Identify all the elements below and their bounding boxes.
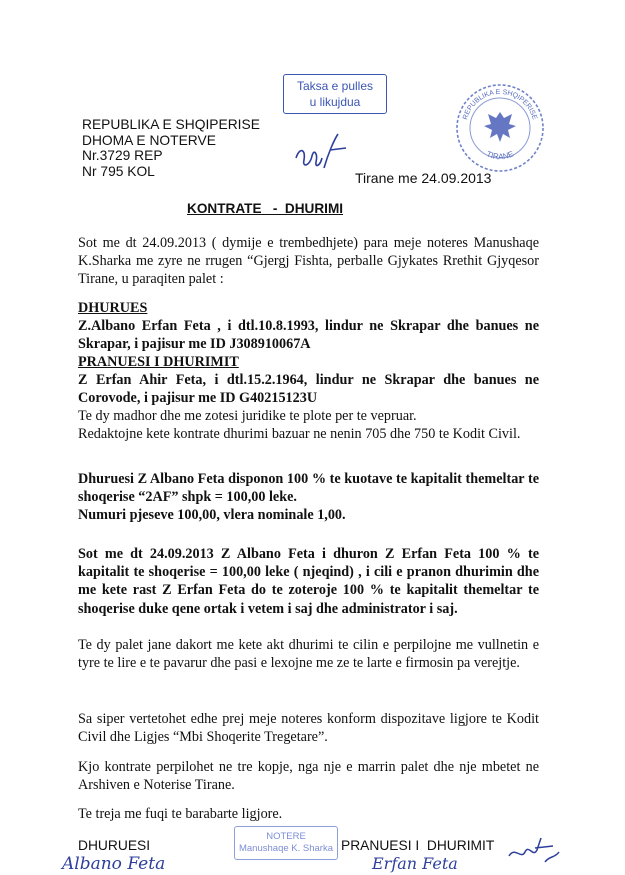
capacity-statement: Te dy madhor dhe me zotesi juridike te plote per te vepruar.: [78, 408, 417, 424]
seal-bottom-text: TIRANE: [485, 149, 515, 162]
header-kol-number: Nr 795 KOL: [82, 163, 155, 179]
seal-top-text: REPUBLIKA E SHQIPERISE: [462, 88, 538, 121]
donor-signature: Albano Feta: [62, 854, 166, 874]
header-rep-number: Nr.3729 REP: [82, 148, 163, 164]
agreement-paragraph: Te dy palet jane dakort me kete akt dhurimi te cilin e perpilojne me vullnetin e tyre te lire e te pavarur dhe pasi e lexojne me ze te larte e firmosin pa verejtje.: [78, 637, 539, 672]
ownership-statement: Dhuruesi Z Albano Feta disponon 100 % te kuotave te kapitalit themeltar te shoqerise “2AF” shpk = 100,00 leke.: [78, 471, 539, 506]
document-title: KONTRATE - DHURIMI: [187, 201, 344, 216]
tax-paid-stamp: [283, 74, 387, 114]
recipient-signature-label: PRANUESI I DHURIMIT: [341, 838, 495, 853]
copies-paragraph: Kjo kontrate perpilohet ne tre kopje, nga nje e marrin palet dhe nje mbetet ne Arshiven e Noterise Tirane.: [78, 759, 539, 794]
notary-stamp-title: NOTERE: [266, 831, 306, 842]
header-republic: REPUBLIKA E SHQIPERISE: [82, 117, 260, 132]
shares-statement: Numuri pjeseve 100,00, vlera nominale 1,00.: [78, 507, 346, 523]
document-header: [82, 117, 260, 179]
place-date: Tirane me 24.09.2013: [355, 170, 492, 186]
notary-initials-signature: [290, 128, 352, 184]
notary-stamp: [234, 826, 338, 860]
certification-paragraph: Sa siper vertetohet edhe prej meje noteres konform dispozitave ligjore te Kodit Civil dhe Ligjes “Mbi Shoqerite Tregetare”.: [78, 711, 539, 746]
intro-paragraph: Sot me dt 24.09.2013 ( dymije e trembedhjete) para meje noteres Manushaqe K.Sharka me zyre ne rrugen “Gjergj Fishta, perballe Gjykates Rrethit Gjyqesor Tirane, u paraqiten palet :: [78, 235, 539, 288]
notary-seal: [454, 82, 546, 174]
drafting-statement: Redaktojne kete kontrate dhurimi bazuar ne nenin 705 dhe 750 te Kodit Civil.: [78, 426, 521, 442]
recipient-details: Z Erfan Ahir Feta, i dtl.15.2.1964, lindur ne Skrapar dhe banues ne Corovode, i pajisur me ID G40215123U: [78, 372, 539, 407]
recipient-signature-scribble: [505, 826, 565, 872]
equal-force-statement: Te treja me fuqi te barabarte ligjore.: [78, 806, 283, 822]
notary-stamp-name: Manushaqe K. Sharka: [238, 843, 333, 854]
donation-clause: Sot me dt 24.09.2013 Z Albano Feta i dhuron Z Erfan Feta 100 % te kapitalit te shoqerise = 100,00 leke ( njeqind) , i cili e pranon dhurimin dhe me kete rast Z Erfan Feta do te zoteroje 100 % te kapitalit themeltar te shoqerise duke qene ortak i vetem i saj dhe administrator i saj.: [78, 546, 539, 617]
recipient-signature: Erfan Feta: [372, 854, 458, 873]
tax-stamp-line1: Taksa e pulles: [296, 79, 374, 93]
eagle-emblem-icon: [484, 112, 516, 142]
donor-details: Z.Albano Erfan Feta , i dtl.10.8.1993, lindur ne Skrapar dhe banues ne Skrapar, i pajisur me ID J308910067A: [78, 318, 539, 353]
donor-signature-label: DHURUESI: [78, 838, 151, 853]
recipient-heading: PRANUESI I DHURIMIT: [78, 354, 239, 370]
header-chamber: DHOMA E NOTERVE: [82, 132, 216, 148]
donor-heading: DHURUES: [78, 300, 148, 316]
tax-stamp-line2: u likujdua: [309, 95, 361, 109]
